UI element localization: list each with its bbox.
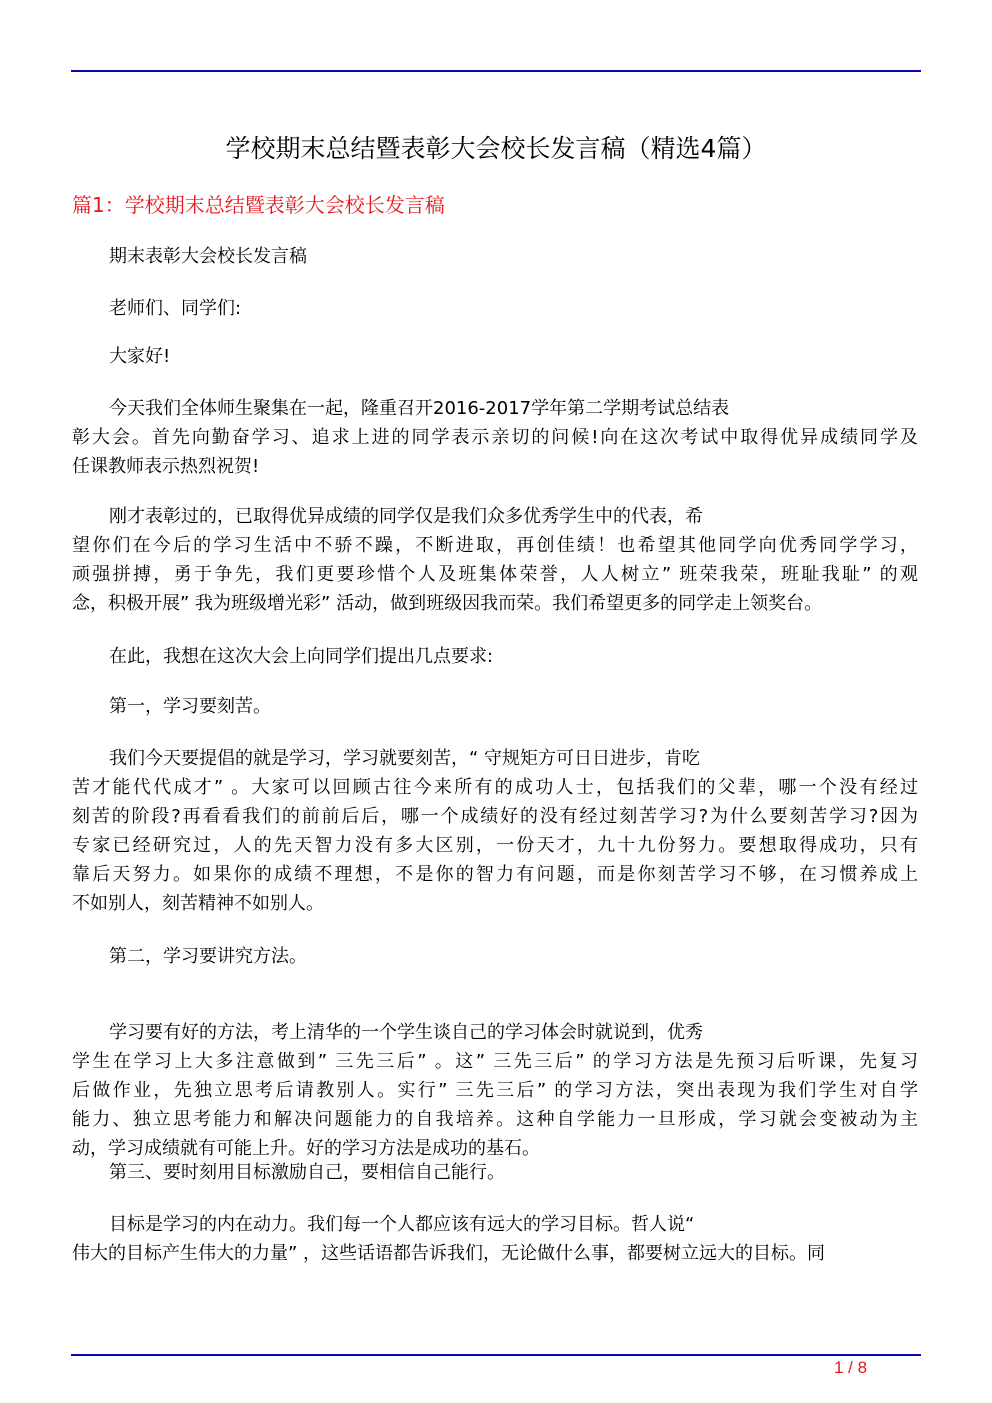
paragraph <box>72 642 918 671</box>
paragraph-line: 后做作业，先独立思考后请教别人。实行” 三先三后” 的学习方法，突出表现为我们学生对自学 <box>72 1080 918 1101</box>
paragraph <box>72 242 918 271</box>
paragraph <box>72 294 918 323</box>
paragraph-line: 目标是学习的内在动力。我们每一个人都应该有远大的学习目标。哲人说“ <box>109 1214 695 1235</box>
section-heading: 篇1：学校期末总结暨表彰大会校长发言稿 <box>72 193 445 217</box>
paragraph <box>72 1158 918 1187</box>
paragraph-line: 我们今天要提倡的就是学习，学习就要刻苦，“ 守规矩方可日日进步，肯吃 <box>109 748 701 769</box>
paragraph-line: 在此，我想在这次大会上向同学们提出几点要求: <box>109 646 494 667</box>
paragraph-line: 动，学习成绩就有可能上升。好的学习方法是成功的基石。 <box>72 1138 540 1159</box>
paragraph <box>72 1210 918 1268</box>
paragraph-line: 大家好! <box>109 346 171 367</box>
paragraph-line: 今天我们全体师生聚集在一起，隆重召开2016-2017学年第二学期考试总结表 <box>109 398 730 419</box>
paragraph-line: 顽强拼搏，勇于争先，我们更要珍惜个人及班集体荣誉，人人树立” 班荣我荣，班耻我耻” 的观 <box>72 564 918 585</box>
paragraph-line: 第三、要时刻用目标激励自己，要相信自己能行。 <box>109 1162 505 1183</box>
paragraph-line: 专家已经研究过，人的先天智力没有多大区别，一份天才，九十九份努力。要想取得成功，只有 <box>72 835 918 856</box>
page-number: 1 / 8 <box>834 1358 868 1377</box>
paragraph-line: 老师们、同学们: <box>109 298 242 319</box>
paragraph-line: 第二，学习要讲究方法。 <box>109 946 307 967</box>
paragraph-line: 期末表彰大会校长发言稿 <box>109 246 307 267</box>
paragraph <box>72 744 918 918</box>
paragraph <box>72 1018 918 1163</box>
paragraph <box>72 692 918 721</box>
footer-rule <box>71 1354 921 1356</box>
paragraph <box>72 394 918 481</box>
paragraph-line: 学习要有好的方法，考上清华的一个学生谈自己的学习体会时就说到，优秀 <box>109 1022 703 1043</box>
paragraph-line: 能力、独立思考能力和解决问题能力的自我培养。这种自学能力一旦形成，学习就会变被动为主 <box>72 1109 918 1130</box>
paragraph-line: 学生在学习上大多注意做到” 三先三后” 。这” 三先三后” 的学习方法是先预习后听课，先复习 <box>72 1051 918 1072</box>
paragraph-line: 苦才能代代成才” 。大家可以回顾古往今来所有的成功人士，包括我们的父辈，哪一个没有经过 <box>72 777 918 798</box>
paragraph-line: 任课教师表示热烈祝贺! <box>72 456 260 477</box>
header-rule <box>71 70 921 72</box>
paragraph-line: 不如别人，刻苦精神不如别人。 <box>72 893 324 914</box>
paragraph-line: 第一，学习要刻苦。 <box>109 696 271 717</box>
paragraph <box>72 942 918 971</box>
paragraph-line: 刻苦的阶段?再看看我们的前前后后，哪一个成绩好的没有经过刻苦学习?为什么要刻苦学习?因为 <box>72 806 918 827</box>
paragraph-line: 望你们在今后的学习生活中不骄不躁，不断进取，再创佳绩！也希望其他同学向优秀同学学习， <box>72 535 918 556</box>
paragraph <box>72 342 918 371</box>
paragraph-line: 彰大会。首先向勤奋学习、追求上进的同学表示亲切的问候!向在这次考试中取得优异成绩同学及 <box>72 427 918 448</box>
paragraph-line: 靠后天努力。如果你的成绩不理想，不是你的智力有问题，而是你刻苦学习不够，在习惯养成上 <box>72 864 918 885</box>
document-title: 学校期末总结暨表彰大会校长发言稿（精选4篇） <box>225 134 767 163</box>
paragraph-line: 念，积极开展” 我为班级增光彩” 活动，做到班级因我而荣。我们希望更多的同学走上领奖台。 <box>72 593 823 614</box>
paragraph <box>72 502 918 618</box>
paragraph-line: 伟大的目标产生伟大的力量” ，这些话语都告诉我们，无论做什么事，都要树立远大的目标。同 <box>72 1243 826 1264</box>
paragraph-line: 刚才表彰过的，已取得优异成绩的同学仅是我们众多优秀学生中的代表，希 <box>109 506 703 527</box>
